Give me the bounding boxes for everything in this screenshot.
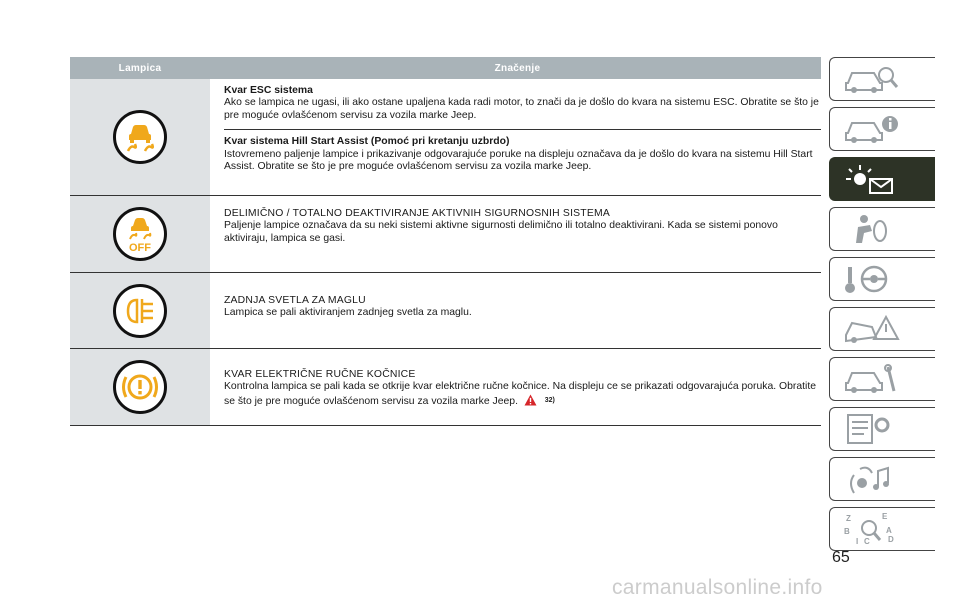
svg-text:A: A: [886, 526, 892, 535]
entry-text: Kontrolna lampica se pali kada se otkrije kvar električne ručne kočnice. Na displeju ce se prikazati odgovarajuća poruka. Obratite se što je pre moguće ovlašćenom servisu za vozila marke Jeep.: [224, 381, 816, 407]
entry-text: Lampica se pali aktiviranjem zadnjeg svetla za maglu.: [224, 307, 472, 319]
car-wrench-icon: [842, 363, 902, 395]
tab-seat-airbag[interactable]: [829, 207, 935, 251]
entry-electric-parking-brake: [224, 349, 821, 417]
car-accident-warning-icon: [842, 313, 902, 345]
tab-index[interactable]: [829, 507, 935, 551]
header-lampica: Lampica: [118, 62, 162, 74]
entry-title: DELIMIČNO / TOTALNO DEAKTIVIRANJE AKTIVNIH SIGURNOSNIH SISTEMA: [224, 208, 610, 219]
table-row: [70, 273, 821, 349]
entry-text: Istovremeno paljenje lampice i prikazivanje odgovarajuće poruke na displeju označava da je došlo do kvara na sistemu Hill Start Assist. Obratite se što je pre moguće ovlašćenom servisu za vozila marke Jeep.: [224, 148, 813, 173]
tab-steering-key[interactable]: [829, 257, 935, 301]
car-info-icon: [842, 113, 902, 145]
svg-text:I: I: [856, 537, 859, 546]
page-number: 65: [832, 549, 850, 566]
svg-text:C: C: [864, 537, 870, 546]
entry-safety-systems-off: [224, 196, 821, 252]
media-phone-music-icon: [842, 463, 902, 495]
svg-text:E: E: [882, 512, 888, 521]
header-znacenje: Značenje: [494, 62, 541, 74]
entry-hill-start-assist: [224, 129, 821, 180]
table-row: [70, 196, 821, 273]
tab-car-info[interactable]: [829, 107, 935, 151]
off-label: OFF: [129, 242, 151, 253]
entry-title: ZADNJA SVETLA ZA MAGLU: [224, 295, 366, 306]
tab-car-wrench[interactable]: [829, 357, 935, 401]
svg-text:D: D: [888, 535, 894, 544]
note-reference: 32): [544, 396, 555, 404]
tab-warning-lights[interactable]: [829, 157, 935, 201]
entry-title: Kvar sistema Hill Start Assist (Pomoć pri kretanju uzbrdo): [224, 136, 510, 148]
entry-text: Ako se lampica ne ugasi, ili ako ostane upaljena kada radi motor, to znači da je došlo do kvara na sistemu ESC. Obratite se što je pre moguće ovlašćenom servisu za vozila marke Jeep.: [224, 97, 819, 121]
esc-fault-icon: [113, 110, 167, 164]
rear-fog-light-icon: [113, 284, 167, 338]
table-header: [70, 57, 821, 79]
warning-light-message-icon: [842, 163, 902, 195]
electric-parking-brake-fault-icon: [113, 360, 167, 414]
entry-esc-fault: [224, 79, 821, 129]
entry-text: Paljenje lampice označava da su neki sistemi aktivne sigurnosti delimično ili totalno deaktivirani. Kada se sistemi ponovo aktiviraju, lampica se gasi.: [224, 220, 778, 244]
watermark: carmanualsonline.info: [612, 576, 823, 599]
entry-rear-fog-lights: [224, 273, 821, 327]
alphabetical-index-icon: [842, 512, 902, 546]
seat-airbag-icon: [842, 213, 902, 245]
table-row: [70, 79, 821, 196]
car-search-icon: [842, 63, 902, 95]
steering-wheel-key-icon: [842, 263, 902, 295]
svg-text:Z: Z: [846, 514, 851, 523]
table-row: [70, 349, 821, 426]
esc-off-icon: [113, 207, 167, 261]
tab-car-search[interactable]: [829, 57, 935, 101]
document-gear-icon: [842, 413, 902, 445]
tab-car-accident[interactable]: [829, 307, 935, 351]
warning-triangle-icon: [524, 394, 537, 410]
entry-title: Kvar ESC sistema: [224, 85, 313, 96]
tab-document-gear[interactable]: [829, 407, 935, 451]
tab-media[interactable]: [829, 457, 935, 501]
warning-lights-table: [70, 57, 821, 426]
svg-text:B: B: [844, 527, 850, 536]
entry-title: KVAR ELEKTRIČNE RUČNE KOČNICE: [224, 369, 416, 380]
